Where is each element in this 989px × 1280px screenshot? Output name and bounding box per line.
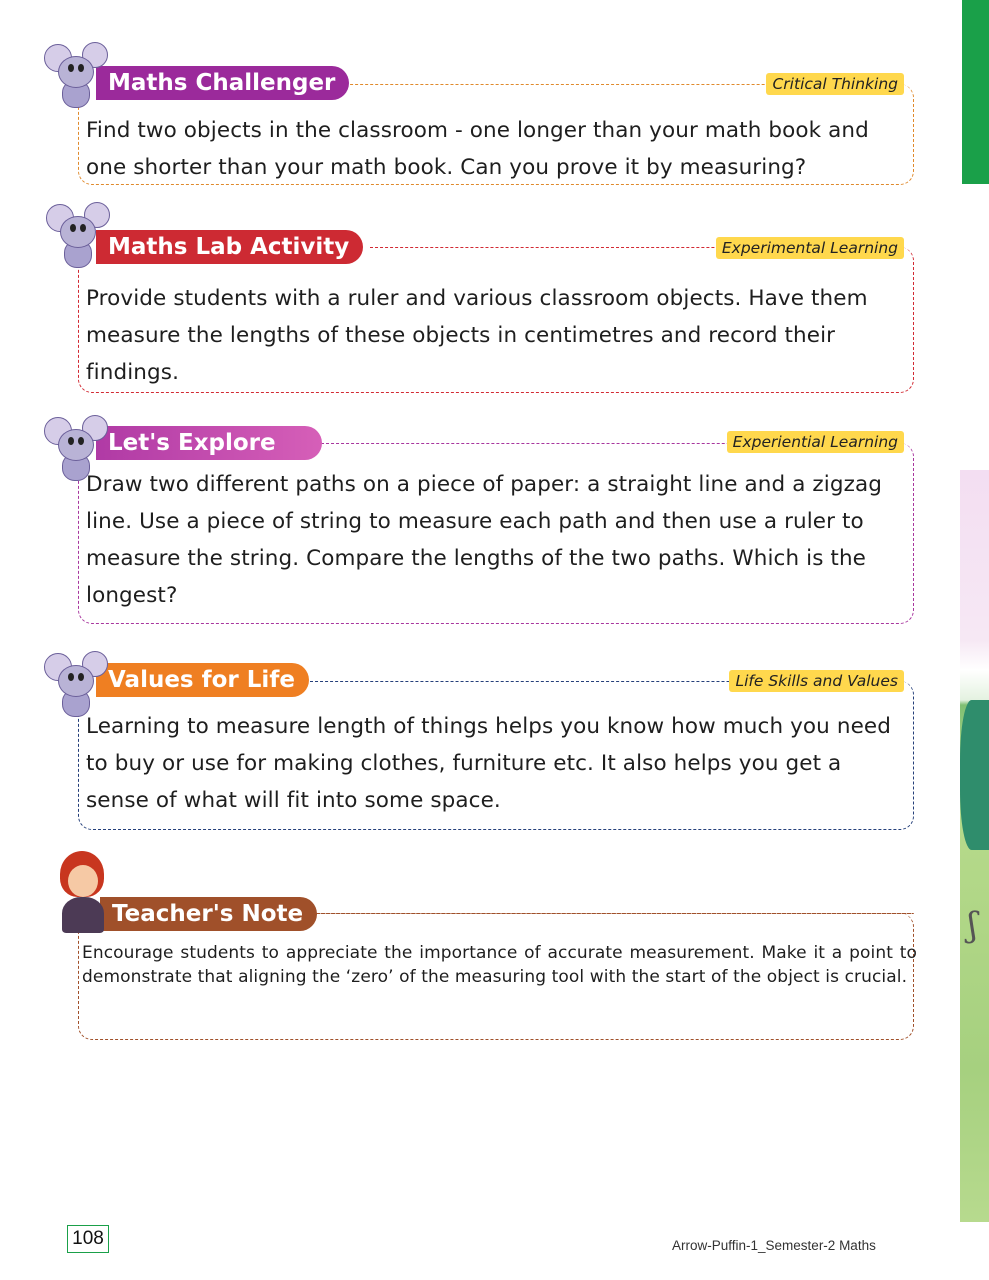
section-text: Learning to measure length of things helps you know how much you need to buy or use for making clothes, furniture etc. It also helps you get a sense of what will fit into some space. (86, 714, 891, 813)
side-swirl-illustration: ʃ (968, 905, 978, 945)
section-tag: Life Skills and Values (729, 670, 904, 692)
book-title: Arrow-Puffin-1_Semester-2 Maths (672, 1238, 876, 1253)
teacher-mascot-icon (54, 851, 110, 933)
section-maths-lab-activity (40, 228, 920, 394)
section-title: Maths Challenger (96, 66, 349, 100)
section-text: Draw two different paths on a piece of paper: a straight line and a zigzag line. Use a piece of string to measure each path and then use a ruler to measure the string. Compare the lengths of the two paths. Which is the longest? (86, 472, 883, 608)
section-tag: Critical Thinking (766, 73, 904, 95)
section-teachers-note (40, 893, 920, 1043)
section-lets-explore (40, 423, 920, 625)
section-text: Find two objects in the classroom - one longer than your math book and one shorter than your math book. Can you prove it by measuring? (86, 118, 869, 180)
section-tag: Experiential Learning (727, 431, 904, 453)
section-title: Let's Explore (96, 426, 322, 460)
section-title: Teacher's Note (100, 897, 317, 931)
section-maths-challenger (40, 62, 920, 186)
page-number: 108 (67, 1225, 109, 1253)
side-bush-illustration (960, 700, 989, 850)
section-title: Values for Life (96, 663, 309, 697)
mouse-mascot-icon (46, 202, 108, 268)
section-tag: Experimental Learning (716, 237, 904, 259)
section-values-for-life (40, 661, 920, 831)
section-text: Provide students with a ruler and various classroom objects. Have them measure the lengths of these objects in centimetres and record their findings. (86, 286, 868, 385)
chapter-tab (962, 0, 989, 184)
mouse-mascot-icon (44, 42, 106, 108)
section-title: Maths Lab Activity (96, 230, 363, 264)
section-text: Encourage students to appreciate the importance of accurate measurement. Make it a point to demonstrate that aligning the ‘zero’ of the measuring tool with the start of the object is crucial. (82, 943, 917, 987)
